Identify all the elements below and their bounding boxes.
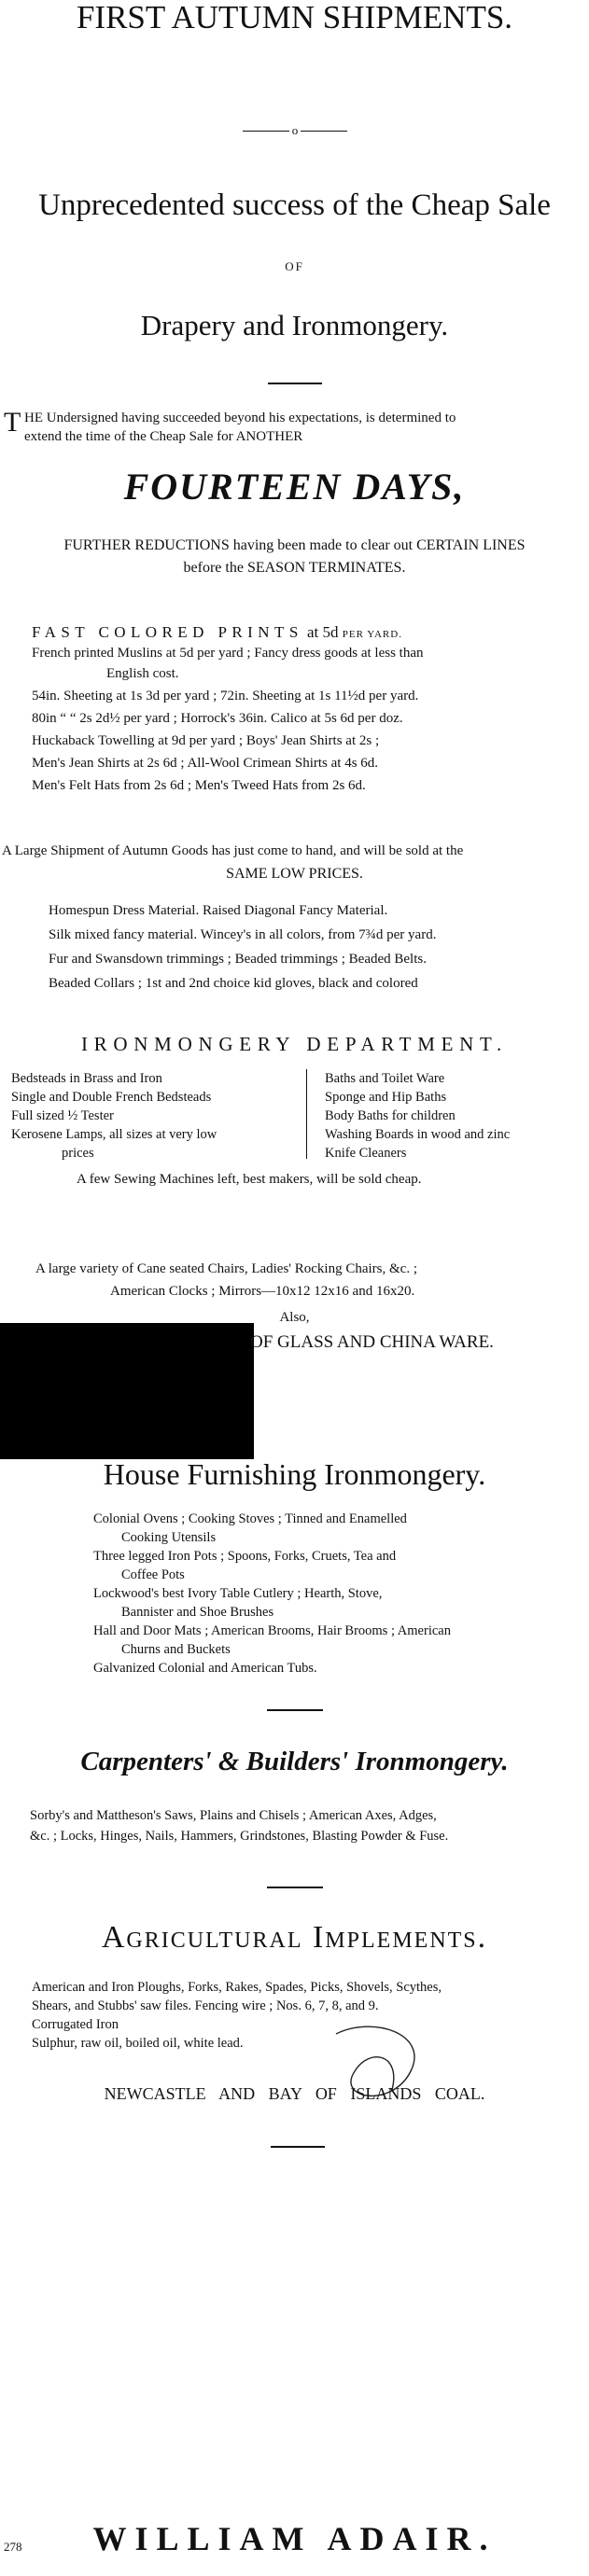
iron-left: Full sized ½ Tester bbox=[11, 1108, 114, 1123]
ornament-dot: o bbox=[291, 123, 299, 137]
house-line: Cooking Utensils bbox=[121, 1530, 217, 1545]
house-heading: House Furnishing Ironmongery. bbox=[103, 1457, 486, 1491]
iron-right: Sponge and Hip Baths bbox=[325, 1090, 447, 1105]
house-line: Coffee Pots bbox=[121, 1567, 185, 1582]
divider bbox=[267, 1887, 323, 1888]
also-label: Also, bbox=[279, 1310, 310, 1325]
divider bbox=[268, 383, 322, 384]
autumn-item: Beaded Collars ; 1st and 2nd choice kid gloves, black and colored bbox=[49, 976, 418, 991]
iron-left: Single and Double French Bedsteads bbox=[11, 1090, 212, 1105]
divider bbox=[271, 2146, 325, 2148]
house-line: Three legged Iron Pots ; Spoons, Forks, Cruets, Tea and bbox=[93, 1549, 397, 1564]
carpenters-heading: Carpenters' & Builders' Ironmongery. bbox=[80, 1747, 509, 1776]
chairs-line-1: A large variety of Cane seated Chairs, Ladies' Rocking Chairs, &c. ; bbox=[35, 1261, 417, 1276]
iron-right: Baths and Toilet Ware bbox=[325, 1071, 445, 1086]
carpenters-line-2: &c. ; Locks, Hinges, Nails, Hammers, Grindstones, Blasting Powder & Fuse. bbox=[30, 1829, 449, 1844]
house-line: Colonial Ovens ; Cooking Stoves ; Tinned and Enamelled bbox=[93, 1511, 407, 1526]
notice-line-4: before the SEASON TERMINATES. bbox=[183, 560, 406, 576]
prints-line: 54in. Sheeting at 1s 3d per yard ; 72in. Sheeting at 1s 11½d per yard. bbox=[32, 689, 419, 703]
intro-headline: Unprecedented success of the Cheap Sale bbox=[38, 188, 551, 222]
page-title: FIRST AUTUMN SHIPMENTS. bbox=[76, 0, 513, 35]
prints-heading bbox=[32, 623, 402, 642]
coal-line: NEWCASTLE AND BAY OF ISLANDS COAL. bbox=[104, 2084, 485, 2103]
iron-right: Washing Boards in wood and zinc bbox=[325, 1127, 511, 1142]
iron-right: Knife Cleaners bbox=[325, 1146, 407, 1161]
house-line: Churns and Buckets bbox=[121, 1642, 231, 1657]
prints-line: Men's Jean Shirts at 2s 6d ; All-Wool Crimean Shirts at 4s 6d. bbox=[32, 756, 379, 771]
prints-line: French printed Muslins at 5d per yard ; Fancy dress goods at less than bbox=[32, 646, 424, 661]
iron-left: Bedsteads in Brass and Iron bbox=[11, 1071, 162, 1086]
notice-line-3: FURTHER REDUCTIONS having been made to clear out CERTAIN LINES bbox=[63, 537, 526, 553]
house-line: Bannister and Shoe Brushes bbox=[121, 1605, 274, 1620]
prints-line: Men's Felt Hats from 2s 6d ; Men's Tweed Hats from 2s 6d. bbox=[32, 778, 366, 793]
prints-heading-tail: at 5d bbox=[306, 623, 339, 641]
divider bbox=[267, 1709, 323, 1711]
signature-name: WILLIAM ADAIR. bbox=[92, 2520, 497, 2557]
intro-subject: Drapery and Ironmongery. bbox=[140, 309, 449, 341]
column-divider bbox=[306, 1069, 307, 1159]
ironmongery-heading: IRONMONGERY DEPARTMENT. bbox=[80, 1033, 509, 1055]
autumn-item: Fur and Swansdown trimmings ; Beaded trimmings ; Beaded Belts. bbox=[49, 952, 427, 967]
prints-heading-text: FAST COLORED PRINTS bbox=[32, 623, 303, 641]
house-line: Lockwood's best Ivory Table Cutlery ; Hearth, Stove, bbox=[93, 1586, 383, 1601]
agri-line: American and Iron Ploughs, Forks, Rakes, Spades, Picks, Shovels, Scythes, bbox=[32, 1980, 442, 1995]
notice-line-1: HE Undersigned having succeeded beyond his expectations, is determined to bbox=[24, 411, 456, 425]
house-line: Galvanized Colonial and American Tubs. bbox=[93, 1661, 317, 1676]
intro-of: OF bbox=[285, 259, 304, 273]
dropcap: T bbox=[4, 407, 21, 438]
agri-line: Corrugated Iron bbox=[32, 2017, 119, 2032]
page-number: 278 bbox=[4, 2540, 22, 2554]
fourteen-days: FOURTEEN DAYS, bbox=[123, 466, 466, 508]
prints-heading-unit: PER YARD. bbox=[342, 629, 402, 640]
carpenters-line-1: Sorby's and Mattheson's Saws, Plains and Chisels ; American Axes, Adges, bbox=[30, 1808, 437, 1823]
agri-line: Sulphur, raw oil, boiled oil, white lead. bbox=[32, 2036, 244, 2051]
autumn-line-2: SAME LOW PRICES. bbox=[226, 866, 363, 882]
iron-left: Kerosene Lamps, all sizes at very low bbox=[11, 1127, 217, 1142]
glass-china: OF GLASS AND CHINA WARE. bbox=[250, 1332, 494, 1352]
chairs-line-2: American Clocks ; Mirrors—10x12 12x16 and 16x20. bbox=[110, 1284, 415, 1299]
house-line: Hall and Door Mats ; American Brooms, Hair Brooms ; American bbox=[93, 1623, 451, 1638]
autumn-line-1: A Large Shipment of Autumn Goods has just come to hand, and will be sold at the bbox=[2, 843, 464, 858]
prints-line: 80in “ “ 2s 2d½ per yard ; Horrock's 36in. Calico at 5s 6d per doz. bbox=[32, 711, 403, 726]
agri-line: Shears, and Stubbs' saw files. Fencing wire ; Nos. 6, 7, 8, and 9. bbox=[32, 1998, 379, 2013]
sewing-machines: A few Sewing Machines left, best makers, will be sold cheap. bbox=[77, 1172, 422, 1187]
iron-right: Body Baths for children bbox=[325, 1108, 456, 1123]
iron-left: prices bbox=[62, 1146, 94, 1161]
autumn-item: Homespun Dress Material. Raised Diagonal Fancy Material. bbox=[49, 903, 388, 918]
autumn-item: Silk mixed fancy material. Wincey's in all colors, from 7¾d per yard. bbox=[49, 927, 437, 942]
notice-line-2: extend the time of the Cheap Sale for ANOTHER bbox=[24, 429, 303, 444]
ink-scribble bbox=[317, 2015, 448, 2127]
ornament-rule bbox=[243, 125, 347, 136]
redaction-block bbox=[0, 1323, 254, 1459]
agri-heading: Agricultural Implements. bbox=[101, 1920, 488, 1955]
prints-line: English cost. bbox=[106, 666, 179, 681]
prints-line: Huckaback Towelling at 9d per yard ; Boys' Jean Shirts at 2s ; bbox=[32, 733, 380, 748]
